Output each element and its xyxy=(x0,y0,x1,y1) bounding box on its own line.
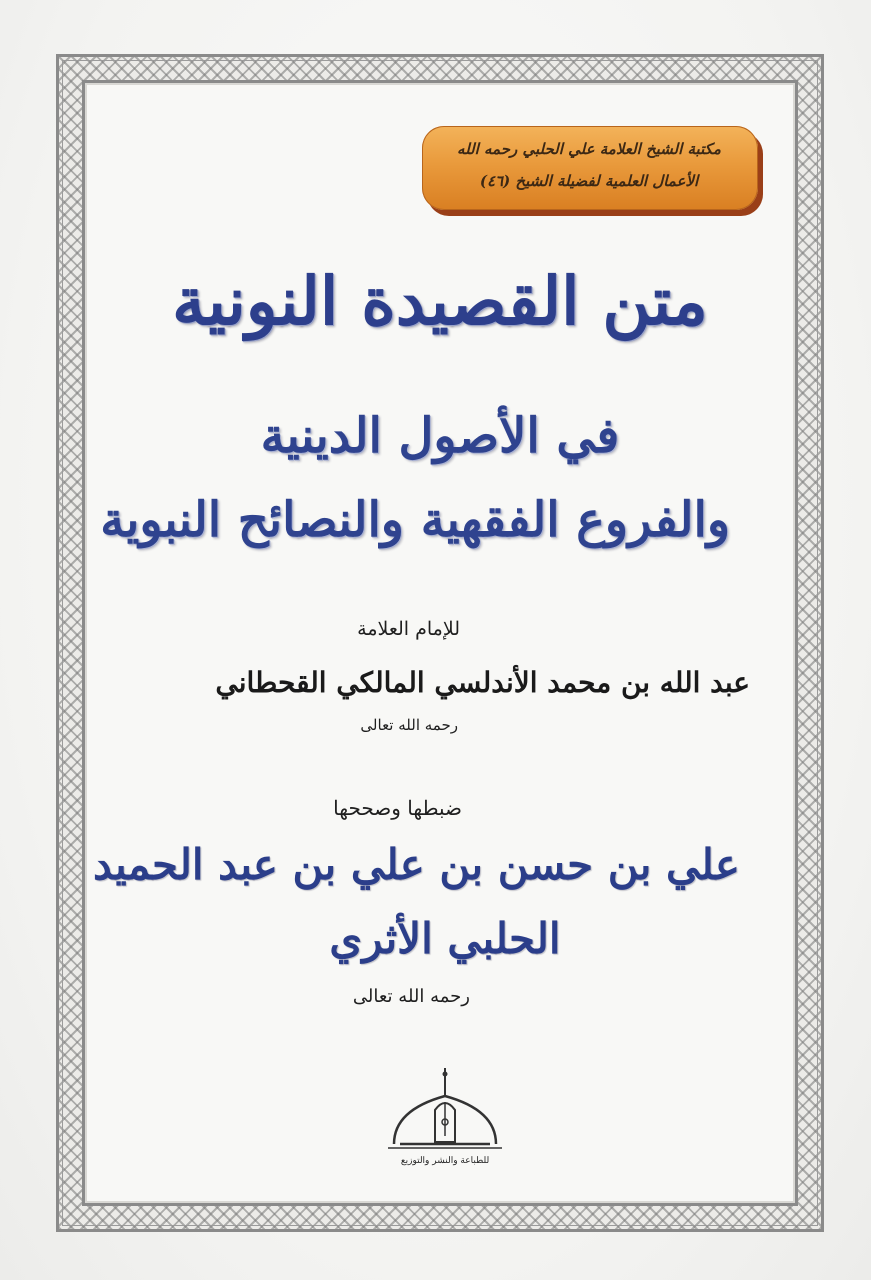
editor-label: ضبطها وصححها xyxy=(333,796,462,820)
author-mercy-phrase: رحمه الله تعالى xyxy=(360,716,458,734)
series-library-name: مكتبة الشيخ العلامة علي الحلبي رحمه الله xyxy=(457,140,721,158)
book-title: متن القصيدة النونية xyxy=(172,262,708,340)
book-subtitle-line1: في الأصول الدينية xyxy=(260,408,620,464)
author-prefix: للإمام العلامة xyxy=(357,618,460,640)
book-subtitle-line2: والفروع الفقهية والنصائح النبوية xyxy=(100,492,730,548)
publisher-tagline: للطباعة والنشر والتوزيع xyxy=(400,1156,490,1166)
editor-nisba: الحلبي الأثري xyxy=(329,914,561,963)
author-name: عبد الله بن محمد الأندلسي المالكي القحطاني xyxy=(215,666,750,699)
cover-panel xyxy=(82,80,798,1206)
editor-name: علي بن حسن بن علي بن عبد الحميد xyxy=(92,840,740,889)
series-number: الأعمال العلمية لفضيلة الشيخ (٤٦) xyxy=(479,172,699,190)
series-badge xyxy=(422,126,758,210)
editor-mercy-phrase: رحمه الله تعالى xyxy=(352,986,470,1007)
